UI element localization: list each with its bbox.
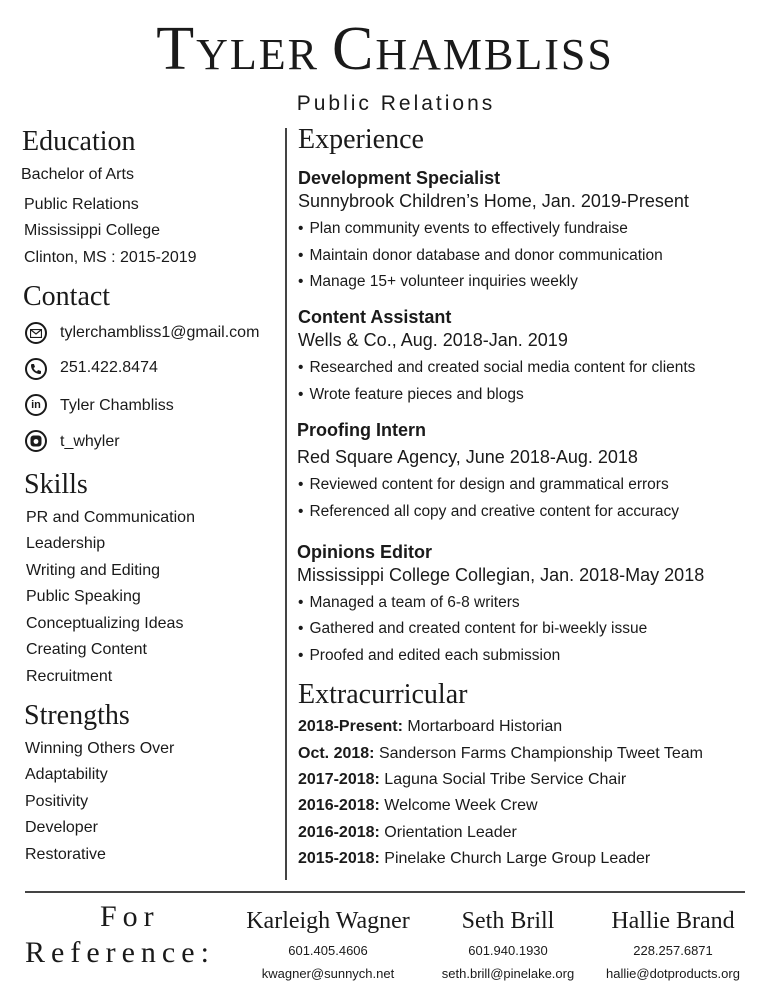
footer-divider bbox=[25, 891, 745, 893]
contact-heading: Contact bbox=[23, 281, 111, 312]
column-divider bbox=[285, 128, 287, 880]
extracurricular-heading: Extracurricular bbox=[298, 679, 468, 710]
education-heading: Education bbox=[22, 126, 136, 157]
references-title-line2: Reference: bbox=[25, 936, 215, 969]
education-line: Bachelor of Arts bbox=[21, 166, 134, 183]
job-bullet: • Manage 15+ volunteer inquiries weekly bbox=[298, 273, 578, 290]
extracurricular-item: 2015-2018: Pinelake Church Large Group Leader bbox=[298, 850, 651, 867]
envelope-icon bbox=[25, 322, 47, 344]
contact-instagram[interactable]: t_whyler bbox=[60, 433, 120, 450]
phone-icon bbox=[25, 358, 47, 380]
job-org: Mississippi College Collegian, Jan. 2018-May 2018 bbox=[297, 565, 705, 585]
job-bullet: • Managed a team of 6-8 writers bbox=[298, 594, 520, 611]
job-bullet: • Maintain donor database and donor communication bbox=[298, 247, 663, 264]
strength-item: Positivity bbox=[25, 793, 89, 810]
reference-email[interactable]: kwagner@sunnych.net bbox=[261, 966, 395, 981]
strength-item: Winning Others Over bbox=[25, 740, 175, 757]
experience-heading: Experience bbox=[298, 124, 424, 155]
skill-item: Conceptualizing Ideas bbox=[26, 615, 184, 632]
contact-email[interactable]: tylerchambliss1@gmail.com bbox=[60, 324, 260, 341]
job-bullet: • Researched and created social media content for clients bbox=[298, 359, 696, 376]
linkedin-icon: in bbox=[25, 394, 47, 416]
job-role: Content Assistant bbox=[298, 307, 452, 327]
job-org: Wells & Co., Aug. 2018-Jan. 2019 bbox=[298, 330, 568, 350]
name-first-rest: YLER bbox=[196, 30, 319, 79]
strength-item: Developer bbox=[25, 819, 98, 836]
extracurricular-item: 2016-2018: Orientation Leader bbox=[298, 824, 517, 841]
job-bullet: • Wrote feature pieces and blogs bbox=[298, 386, 524, 403]
reference-email[interactable]: seth.brill@pinelake.org bbox=[441, 966, 575, 981]
skill-item: Recruitment bbox=[26, 668, 113, 685]
extracurricular-item: 2016-2018: Welcome Week Crew bbox=[298, 797, 538, 814]
name-last-initial: C bbox=[331, 15, 376, 83]
reference-email[interactable]: hallie@dotproducts.org bbox=[606, 966, 740, 981]
job-bullet: • Gathered and created content for bi-weekly issue bbox=[298, 620, 648, 637]
reference-phone[interactable]: 601.940.1930 bbox=[468, 943, 548, 958]
strength-item: Adaptability bbox=[25, 766, 108, 783]
contact-phone[interactable]: 251.422.8474 bbox=[60, 359, 158, 376]
skills-heading: Skills bbox=[24, 469, 88, 500]
reference-name: Hallie Brand bbox=[611, 908, 735, 934]
resume-name bbox=[0, 14, 770, 85]
name-first-initial: T bbox=[156, 15, 197, 83]
strengths-heading: Strengths bbox=[24, 700, 130, 731]
references-title-line1: For bbox=[100, 900, 160, 933]
contact-linkedin[interactable]: Tyler Chambliss bbox=[60, 397, 174, 414]
job-role: Development Specialist bbox=[298, 168, 501, 188]
job-bullet: • Plan community events to effectively fundraise bbox=[298, 220, 628, 237]
skill-item: Writing and Editing bbox=[26, 562, 160, 579]
job-bullet: • Reviewed content for design and grammatical errors bbox=[298, 476, 669, 493]
job-org: Sunnybrook Children’s Home, Jan. 2019-Present bbox=[298, 191, 689, 211]
resume-subtitle: Public Relations bbox=[296, 92, 496, 115]
skill-item: Leadership bbox=[26, 535, 106, 552]
education-line: Clinton, MS : 2015-2019 bbox=[24, 249, 197, 266]
education-line: Public Relations bbox=[24, 196, 139, 213]
extracurricular-item: Oct. 2018: Sanderson Farms Championship Tweet Team bbox=[298, 745, 703, 762]
reference-name: Seth Brill bbox=[461, 908, 555, 934]
instagram-icon bbox=[25, 430, 47, 452]
education-line: Mississippi College bbox=[24, 222, 161, 239]
strength-item: Restorative bbox=[25, 846, 106, 863]
name-last-rest: HAMBLISS bbox=[375, 30, 614, 79]
job-org: Red Square Agency, June 2018-Aug. 2018 bbox=[297, 447, 638, 467]
extracurricular-item: 2018-Present: Mortarboard Historian bbox=[298, 718, 563, 735]
job-role: Opinions Editor bbox=[297, 542, 432, 562]
reference-phone[interactable]: 228.257.6871 bbox=[633, 943, 713, 958]
reference-name: Karleigh Wagner bbox=[246, 908, 410, 934]
skill-item: Creating Content bbox=[26, 641, 147, 658]
job-bullet: • Proofed and edited each submission bbox=[298, 647, 561, 664]
job-role: Proofing Intern bbox=[297, 420, 426, 440]
skill-item: PR and Communication bbox=[26, 509, 195, 526]
reference-phone[interactable]: 601.405.4606 bbox=[288, 943, 368, 958]
job-bullet: • Referenced all copy and creative content for accuracy bbox=[298, 503, 680, 520]
skill-item: Public Speaking bbox=[26, 588, 141, 605]
extracurricular-item: 2017-2018: Laguna Social Tribe Service Chair bbox=[298, 771, 627, 788]
